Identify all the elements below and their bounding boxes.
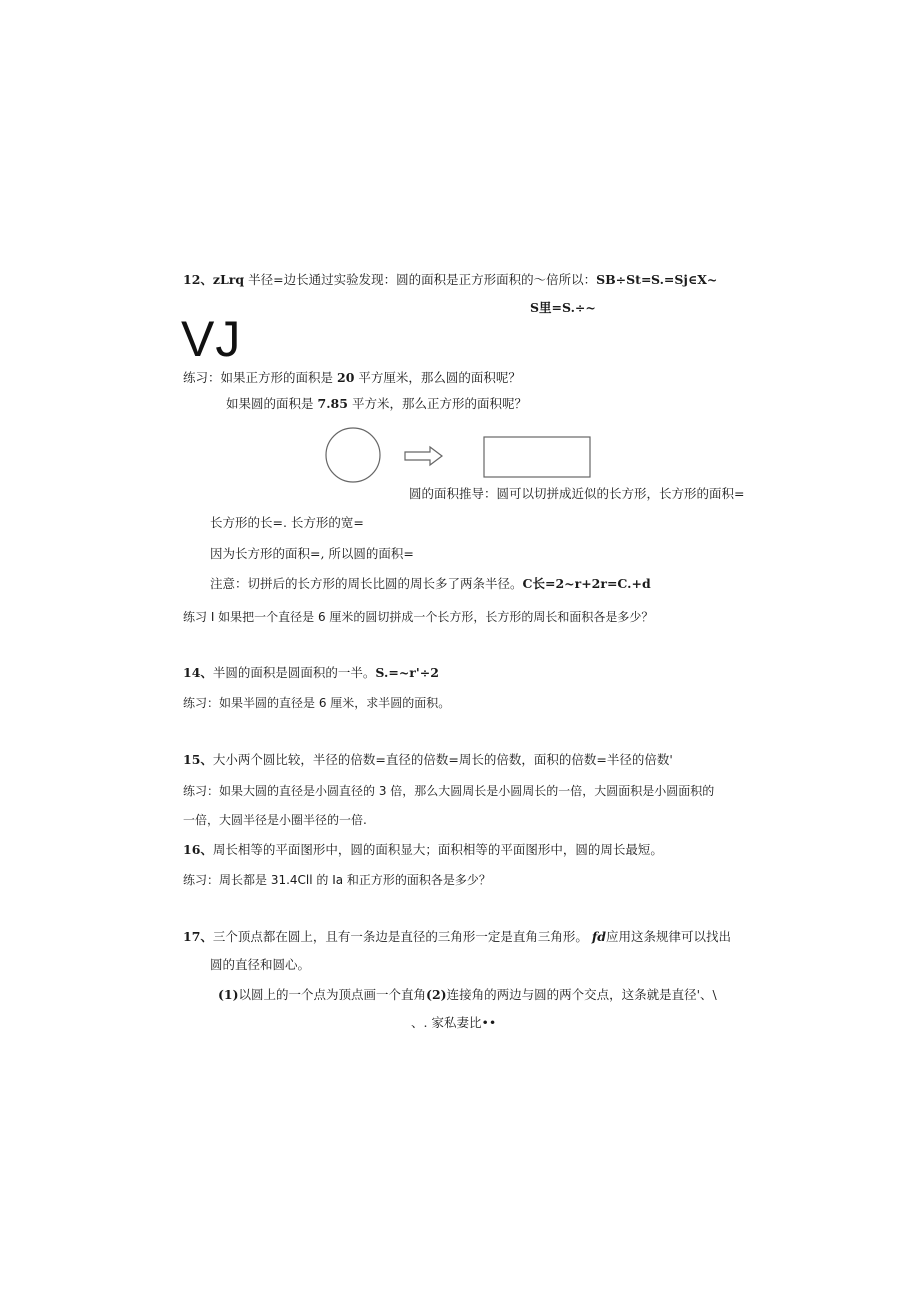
practice-12-line-1-a: 练习：如果正方形的面积是 [183,370,334,385]
item-17-step-2: 连接角的两边与圆的两个交点，这条就是直径'、\ [446,987,717,1002]
item-16-practice: 练习：周长都是 31.4Cll 的 Ia 和正方形的面积各是多少？ [183,873,491,887]
item-12-text: 半径=边长通过实验发现：圆的面积是正方形面积的～倍所以： [248,272,597,287]
item-12-formula-2: S.=Sj∈X~ [651,272,718,287]
item-17-step-1-number: (1) [218,987,239,1002]
practice-12-line-1-b: 平方厘米，那么圆的面积呢？ [358,370,521,385]
item-15-practice-a: 练习：如果大圆的直径是小圆直径的 3 倍，那么大圆周长是小圆周长的一倍，大圆面积是小圆面积的 [183,784,715,798]
item-12-label: zLrq [212,272,245,287]
item-15-number: 15、 [183,752,213,767]
practice-12-line-1-number: 20 [337,370,355,385]
item-16-line [183,842,663,858]
item-17-text-b: fd [591,929,607,944]
item-14-number: 14、 [183,665,213,680]
item-14-line [183,665,439,681]
item-17-number: 17、 [183,929,213,944]
derivation-note-formula: C长=2~r+2r=C.+d [522,576,651,591]
item-15-line [183,752,673,768]
practice-12-line-2-a: 如果圆的面积是 [226,396,314,411]
derivation-line-2: 因为长方形的面积=, 所以圆的面积= [210,546,414,561]
item-12-formula-1: SB÷St= [596,272,652,287]
item-17-step-1: 以圆上的一个点为顶点画一个直角 [238,987,427,1002]
derivation-line-1: 长方形的长=. 长方形的宽= [210,515,364,530]
item-15-text: 大小两个圆比较，半径的倍数=直径的倍数=周长的倍数，面积的倍数=半径的倍数' [212,752,673,767]
item-17-line [183,929,731,945]
item-17-step-2-number: (2) [426,987,447,1002]
derivation-note-text: 注意：切拼后的长方形的周长比圆的周长多了两条半径。 [210,576,523,591]
practice-12-line-2-b: 平方米，那么正方形的面积呢？ [351,396,527,411]
item-14-practice: 练习：如果半圆的直径是 6 厘米，求半圆的面积。 [183,696,451,710]
item-14-formula: S.=~r'÷2 [375,665,439,680]
rectangle-shape [484,437,590,477]
derivation-title: 圆的面积推导：圆可以切拼成近似的长方形，长方形的面积= [409,486,745,501]
item-12-large-glyph: VJ [181,311,242,367]
derivation-practice: 练习 I 如果把一个直径是 6 厘米的圆切拼成一个长方形，长方形的周长和面积各是多少？ [183,610,654,624]
circle-shape [326,428,380,482]
item-12-formula-3: S里=S.÷~ [530,300,596,315]
item-15-practice-b: 一倍，大圆半径是小圈半径的一倍. [183,813,367,827]
derivation-note [210,576,651,592]
item-17-text-c: 应用这条规律可以找出 [606,929,732,944]
practice-12-line-2-number: 7.85 [317,396,348,411]
item-16-text: 周长相等的平面图形中，圆的面积显大；面积相等的平面图形中，圆的周长最短。 [212,842,663,857]
item-17-text-a: 三个顶点都在圆上，且有一条边是直径的三角形一定是直角三角形。 [212,929,588,944]
item-16-number: 16、 [183,842,213,857]
item-12-number: 12、 [183,272,213,287]
item-17-text-d: 圆的直径和圆心。 [210,957,311,972]
item-14-text: 半圆的面积是圆面积的一半。 [212,665,376,680]
item-17-steps [218,987,717,1003]
item-17-tail: 、. 家私妻比•• [411,1015,497,1030]
right-arrow-icon [405,447,442,465]
